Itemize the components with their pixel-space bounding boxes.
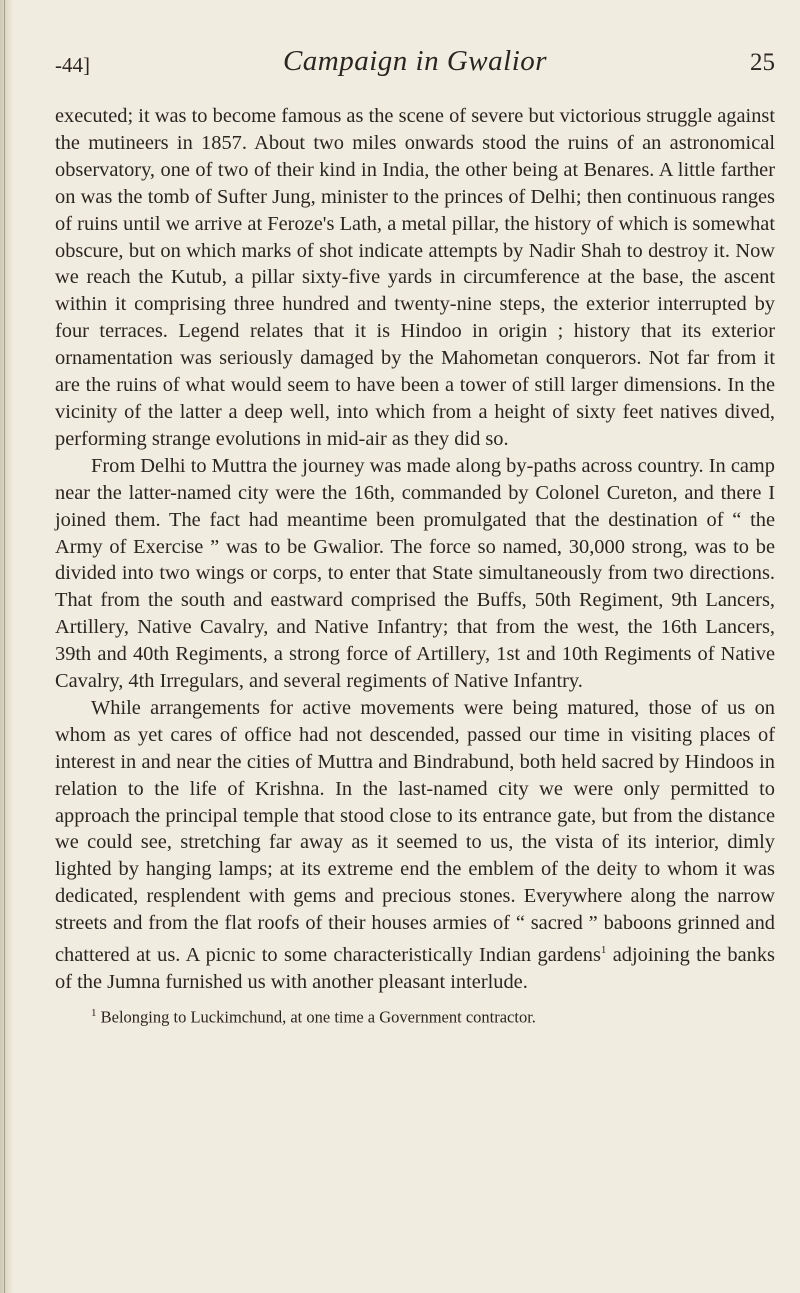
page-gutter [0, 0, 14, 1293]
paragraph-3-text-before: While arrangements for active movements were being matured, those of us on whom as yet cares of office had not descended, passed our time in visiting places of interest in and near the cities of Muttra and Bindrabund, both held sacred by Hindoos in relation to the life of Krishna. In the last-named city we were only permitted to approach the principal temple that stood close to its entrance gate, but from the distance we could see, stretching far away as it seemed to us, the vista of its interior, dimly lighted by hanging lamps; at its extreme end the emblem of the deity to whom it was dedicated, resplendent with gems and precious stones. Everywhere along the narrow streets and from the flat roofs of their houses armies of “ sacred ” baboons grinned and chattered at us. A picnic to some characteristically Indian gardens [55, 696, 775, 966]
paragraph-3 [55, 695, 775, 996]
running-head [55, 45, 775, 85]
binding-edge [4, 0, 5, 1293]
paragraph-2: From Delhi to Muttra the journey was made along by-paths across country. In camp near the latter-named city were the 16th, commanded by Colonel Cureton, and there I joined them. The fact had meantime been promulgated that the destination of “ the Army of Exercise ” was to be Gwalior. The force so named, 30,000 strong, was to be divided into two wings or corps, to enter that State simultaneously from two directions. That from the south and eastward comprised the Buffs, 50th Regiment, 9th Lancers, Artillery, Native Cavalry, and Native Infantry; that from the west, the 16th Lancers, 39th and 40th Regiments, a strong force of Artillery, 1st and 10th Regiments of Native Cavalry, 4th Irregulars, and several regiments of Native Infantry. [55, 454, 775, 693]
page-number: 25 [750, 49, 775, 76]
chapter-folio: -44] [55, 53, 90, 77]
body-text [55, 103, 775, 996]
paragraph-1: executed; it was to become famous as the scene of severe but victorious struggle against the mutineers in 1857. About two miles onwards stood the ruins of an astronomical observatory, one of two of their kind in India, the other being at Benares. A little farther on was the tomb of Sufter Jung, minister to the princes of Delhi; then continuous ranges of ruins until we arrive at Feroze's Lath, a metal pillar, the history of which is somewhat obscure, but on which marks of shot indicate attempts by Nadir Shah to destroy it. Now we reach the Kutub, a pillar sixty-five yards in circumference at the base, the ascent within it comprising three hundred and twenty-nine steps, the exterior interrupted by four terraces. Legend relates that it is Hindoo in origin ; history that its exterior ornamentation was seriously damaged by the Mahometan conquerors. Not far from it are the ruins of what would seem to have been a tower of still larger dimensions. In the vicinity of the latter a deep well, into which from a height of sixty feet natives dived, performing strange evolutions in mid-air as they did so. [55, 105, 775, 450]
running-title: Campaign in Gwalior [282, 45, 548, 77]
footnote-reference: 1 [600, 944, 607, 957]
book-page [55, 45, 775, 1028]
footnote-mark: 1 [91, 1006, 97, 1019]
footnote [55, 1002, 775, 1029]
paragraph-3-text-after: adjoining the banks of the Jumna furnished us with another pleasant interlude. [55, 943, 775, 993]
footnote-text: Belonging to Luckimchund, at one time a Government contractor. [96, 1007, 536, 1027]
